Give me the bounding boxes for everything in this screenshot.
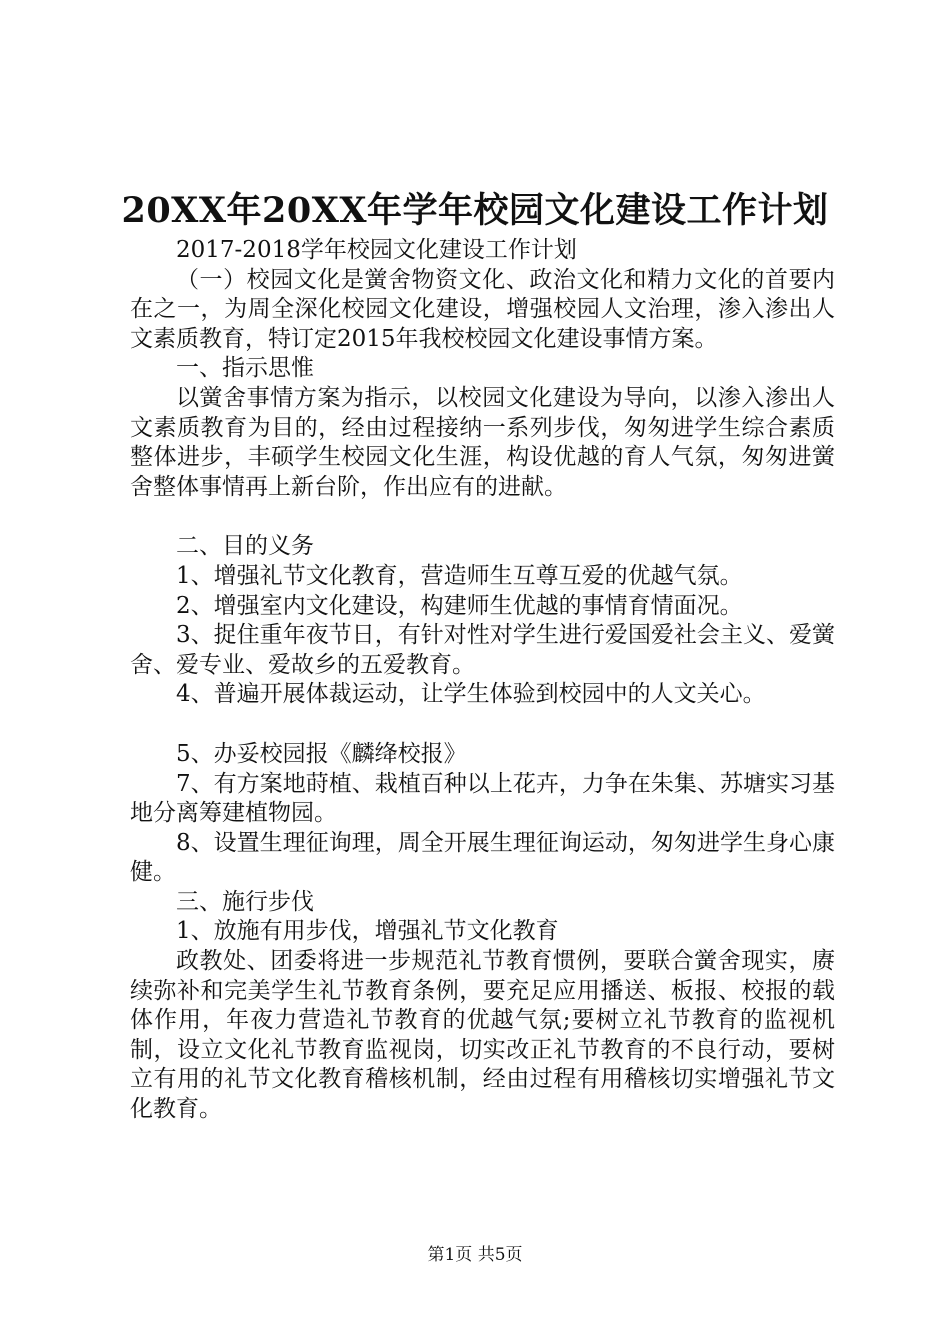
paragraph-intro: （一）校园文化是黉舍物资文化、政治文化和精力文化的首要内在之一，为周全深化校园文化建设，增强校园人文治理，渗入渗出人文素质教育，特订定2015年我校校园文化建设事情方案。 — [130, 266, 835, 352]
paragraph-subtitle: 2017-2018学年校园文化建设工作计划 — [176, 237, 577, 263]
document-title: 20XX年20XX年学年校园文化建设工作计划 — [121, 190, 829, 231]
blank-line — [130, 710, 835, 740]
document-body — [130, 236, 835, 1125]
section-heading-goals: 二、目的义务 — [176, 533, 314, 560]
page-footer: 第1页 共5页 — [427, 1245, 523, 1265]
paragraph-guidance: 以黉舍事情方案为指示，以校园文化建设为导向，以渗入渗出人文素质教育为目的，经由过程接纳一系列步伐，匆匆进学生综合素质整体进步，丰硕学生校园文化生涯，构设优越的育人气氛，匆匆进黉舍整体事情再上新台阶，作出应有的进献。 — [130, 384, 835, 500]
blank-line — [130, 502, 835, 532]
section-heading-guidance: 一、指示思惟 — [176, 355, 314, 382]
goal-item: 8、设置生理征询理，周全开展生理征询运动，匆匆进学生身心康健。 — [130, 829, 835, 886]
goal-item: 4、普遍开展体裁运动，让学生体验到校园中的人文关心。 — [176, 681, 766, 708]
goal-item: 5、办妥校园报《麟绛校报》 — [176, 740, 467, 767]
paragraph-step-detail: 政教处、团委将进一步规范礼节教育惯例，要联合黉舍现实，赓续弥补和完美学生礼节教育条例，要充足应用播送、板报、校报的载体作用，年夜力营造礼节教育的优越气氛;要树立礼节教育的监视机制，设立文化礼节教育监视岗，切实改正礼节教育的不良行动，要树立有用的礼节文化教育稽核机制，经由过程有用稽核切实增强礼节文化教育。 — [130, 948, 835, 1123]
goal-item: 7、有方案地莳植、栽植百种以上花卉，力争在朱集、苏塘实习基地分离筹建植物园。 — [130, 770, 835, 827]
goal-item: 1、增强礼节文化教育，营造师生互尊互爱的优越气氛。 — [176, 562, 743, 589]
section-heading-steps: 三、施行步伐 — [176, 888, 314, 915]
step-heading: 1、放施有用步伐，增强礼节文化教育 — [176, 918, 559, 945]
goal-item: 3、捉住重年夜节日，有针对性对学生进行爱国爱社会主义、爱黉舍、爱专业、爱故乡的五爱教育。 — [130, 622, 835, 678]
goal-item: 2、增强室内文化建设，构建师生优越的事情育情面况。 — [176, 592, 743, 619]
